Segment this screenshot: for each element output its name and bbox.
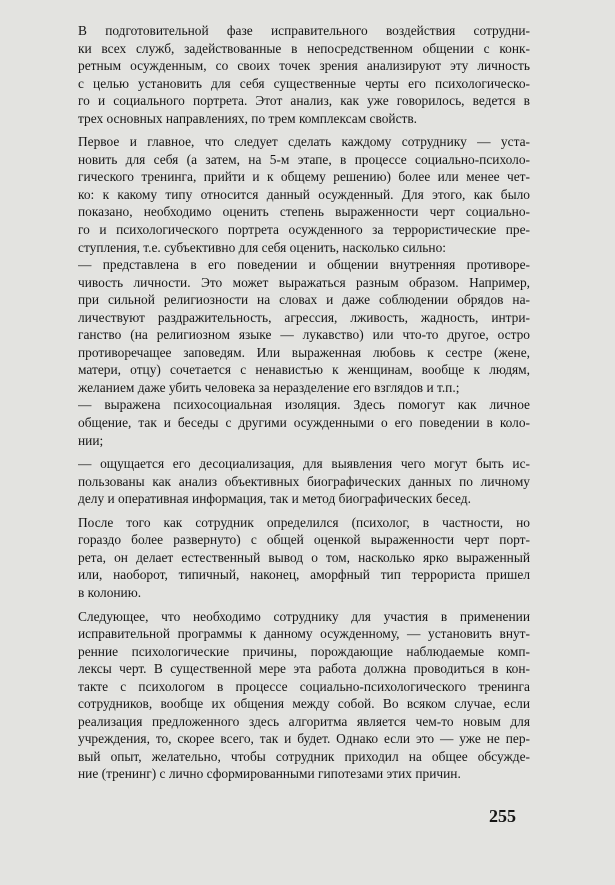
paragraph-preparatory-phase (78, 22, 530, 127)
text-line: реализация предложенного здесь алгоритма является чем-то новым для (78, 713, 530, 729)
text-line: го и психологического портрета осужденного за террористические пре- (78, 222, 530, 238)
text-line: учреждения, то, скорее всего, так и будет. Однако если это — уже не пер- (78, 731, 530, 747)
text-line: В подготовительной фазе исправительного воздействия сотрудни- (78, 23, 530, 38)
text-line: в колонию. (78, 584, 142, 600)
page-number: 255 (489, 806, 516, 826)
text-line: ки всех служб, задействованные в непосредственном общении с конк- (78, 40, 530, 56)
text-line: Следующее, что необходимо сотруднику для участия в применении (78, 608, 530, 624)
text-line: новить для себя (а затем, на 5-м этапе, в процессе социально-психоло- (78, 151, 530, 167)
text-line: или, наоборот, типичный, наконец, аморфный тип террориста пришел (78, 567, 530, 583)
text-line: общение, так и беседы с другими осужденными о его поведении в коло- (78, 415, 530, 431)
text-line: ренние психологические причины, порождающие наблюдаемые комп- (78, 643, 530, 659)
text-line: при сильной религиозности на словах и даже соблюдении обрядов на- (78, 292, 530, 308)
text-line: чивость личности. Это может выражаться разным образом. Например, (78, 274, 530, 290)
paragraph-first-and-main (78, 133, 530, 256)
text-line: — представлена в его поведении и общении внутренняя противоре- (78, 257, 530, 273)
text-line: трех основных направлениях, по трем комплексам свойств. (78, 110, 418, 126)
text-line: ко: к какому типу относится данный осужденный. Для этого, как было (78, 186, 530, 202)
text-line: лексы черт. В существенной мере эта работа должна проводиться в кон- (78, 661, 530, 677)
text-line: нии; (78, 432, 104, 448)
text-line: гораздо более развернуто) с общей оценкой выраженности черт порт- (78, 532, 530, 548)
text-line: такте с психологом в процессе социально-психологического тренинга (78, 678, 530, 694)
text-line: сотрудников, вообще их общения между собой. Во всяком случае, если (78, 696, 530, 712)
text-line: исправительной программы к данному осужденному, — установить внут- (78, 626, 530, 642)
paragraph-next-step (78, 608, 530, 783)
text-line: матери, отцу) сочетается с ненавистью к женщинам, вообще к людям, (78, 362, 530, 378)
text-line: — ощущается его десоциализация, для выявления чего могут быть ис- (78, 456, 530, 472)
text-line: ганство (на религиозном языке — лукавство) или что-то другое, остро (78, 327, 530, 343)
text-line: личествуют раздражительность, агрессия, лживость, жадность, интри- (78, 309, 530, 325)
text-line: противоречащее заповедям. Или выраженная любовь к сестре (жене, (78, 344, 530, 360)
text-line: с целью установить для себя существенные черты его психологическо- (78, 75, 530, 91)
text-line: желанием даже убить человека за неразделение его взглядов и т.п.; (78, 379, 460, 395)
text-line: вый опыт, желательно, чтобы сотрудник приходил на общее обсужде- (78, 748, 530, 764)
text-line: ние (тренинг) с лично сформированными гипотезами этих причин. (78, 766, 461, 782)
text-line: — выражена психосоциальная изоляция. Здесь помогут как личное (78, 397, 530, 413)
list-item-contradiction (78, 256, 530, 396)
text-line: го и социального портрета. Этот анализ, как уже говорилось, ведется в (78, 93, 530, 109)
text-line: ступления, т.е. субъективно для себя оценить, насколько сильно: (78, 239, 446, 255)
text-line: После того как сотрудник определился (психолог, в частности, но (78, 514, 530, 530)
text-line: Первое и главное, что следует сделать каждому сотруднику — уста- (78, 134, 530, 150)
list-item-isolation (78, 396, 530, 449)
list-item-desocialization (78, 455, 530, 508)
text-line: делу и оперативная информация, так и метод биографических бесед. (78, 491, 471, 507)
paragraph-after-assessment (78, 514, 530, 602)
text-line: пользованы как анализ объективных биографических данных по личному (78, 473, 530, 489)
text-line: показано, необходимо оценить степень выраженности черт социально- (78, 204, 530, 220)
text-line: рета, он делает естественный вывод о том, насколько ярко выраженный (78, 549, 530, 565)
body-text (78, 22, 530, 783)
text-line: гического тренинга, прийти и к общему решению) более или менее чет- (78, 169, 530, 185)
text-line: ретным осужденным, со своих точек зрения анализируют эту личность (78, 58, 530, 74)
